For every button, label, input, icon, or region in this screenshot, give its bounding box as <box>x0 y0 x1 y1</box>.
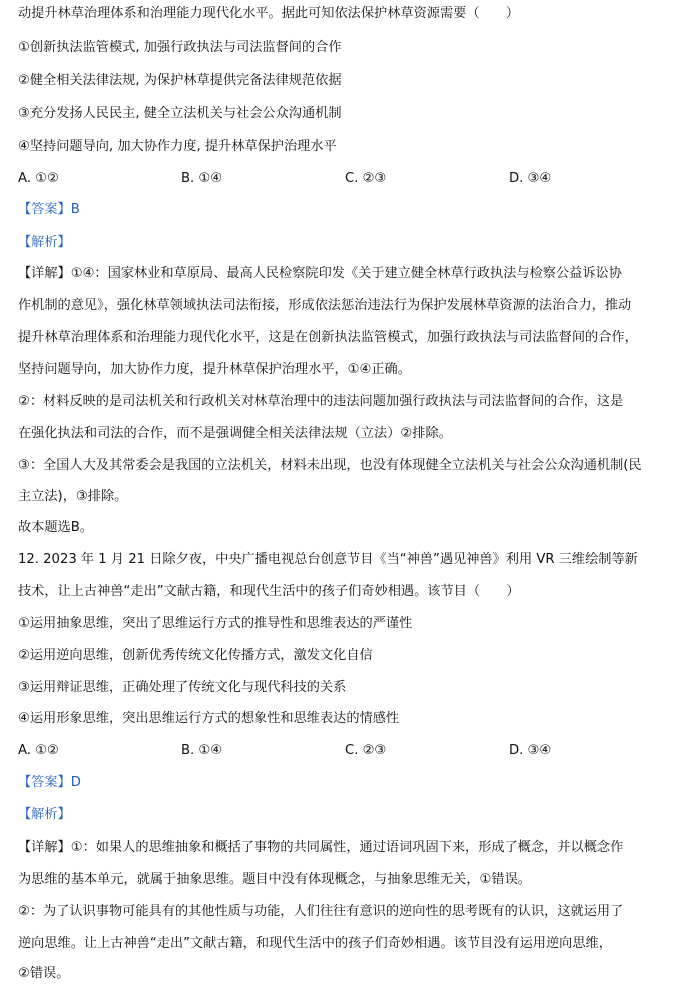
q11-detail-line-3: 提升林草治理体系和治理能力现代化水平，这是在创新执法监管模式，加强行政执法与司法监督间的合作， <box>18 330 638 345</box>
q12-detail-line-1: 【详解】①：如果人的思维抽象和概括了事物的共同属性，通过语词巩固下来，形成了概念，并以概念作 <box>18 840 624 855</box>
q11-stem-tail: 动提升林草治理体系和治理能力现代化水平。据此可知依法保护林草资源需要（ ） <box>18 6 520 21</box>
q12-item-1: ①运用抽象思维，突出了思维运行方式的推导性和思维表达的严谨性 <box>18 616 413 631</box>
q11-option-d: D. ③④ <box>509 171 552 186</box>
q12-stem-line-2: 技术，让上古神兽“走出”文献古籍，和现代生活中的孩子们奇妙相遇。该节目（ ） <box>18 584 520 599</box>
q11-item-1: ①创新执法监管模式, 加强行政执法与司法监督间的合作 <box>18 40 342 55</box>
q12-detail-line-3: ②：为了认识事物可能具有的其他性质与功能，人们往往有意识的逆向性的思考既有的认识，这就运用了 <box>18 904 624 919</box>
q12-item-3: ③运用辩证思维，正确处理了传统文化与现代科技的关系 <box>18 680 347 695</box>
q12-option-c: C. ②③ <box>345 743 387 758</box>
q11-item-3: ③充分发扬人民民主, 健全立法机关与社会公众沟通机制 <box>18 106 342 121</box>
q12-option-d: D. ③④ <box>509 743 552 758</box>
q11-option-a: A. ①② <box>18 171 59 186</box>
q11-detail-line-4: 坚持问题导向，加大协作力度，提升林草保护治理水平，①④正确。 <box>18 362 411 377</box>
q11-detail-line-2: 作机制的意见》，强化林草领域执法司法衔接，形成依法惩治违法行为保护发展林草资源的法治合力，推动 <box>18 298 632 313</box>
q11-item-2: ②健全相关法律法规, 为保护林草提供完备法律规范依据 <box>18 73 342 88</box>
q11-option-c: C. ②③ <box>345 171 387 186</box>
q11-detail-line-5: ②：材料反映的是司法机关和行政机关对林草治理中的违法问题加强行政执法与司法监督间的合作，这是 <box>18 394 624 409</box>
q11-answer: 【答案】B <box>18 202 80 217</box>
q11-detail-line-6: 在强化执法和司法的合作，而不是强调健全相关法律法规（立法）②排除。 <box>18 426 452 441</box>
q12-analysis-label: 【解析】 <box>18 807 71 822</box>
q12-item-4: ④运用形象思维，突出思维运行方式的想象性和思维表达的情感性 <box>18 711 400 726</box>
q11-conclusion: 故本题选B。 <box>18 520 93 535</box>
q12-item-2: ②运用逆向思维，创新优秀传统文化传播方式，激发文化自信 <box>18 648 373 663</box>
q12-stem-line-1: 12. 2023 年 1 月 21 日除夕夜，中央广播电视总台创意节目《当“神兽”遇见神兽》利用 VR 三维绘制等新 <box>18 552 638 567</box>
q12-option-a: A. ①② <box>18 743 59 758</box>
q12-option-b: B. ①④ <box>181 743 223 758</box>
q12-detail-line-2: 为思维的基本单元，就属于抽象思维。题目中没有体现概念，与抽象思维无关，①错误。 <box>18 872 531 887</box>
q11-detail-line-1: 【详解】①④：国家林业和草原局、最高人民检察院印发《关于建立健全林草行政执法与检察公益诉讼协 <box>18 266 622 281</box>
q11-item-4: ④坚持问题导向, 加大协作力度, 提升林草保护治理水平 <box>18 139 337 154</box>
q12-detail-line-5: ②错误。 <box>18 966 70 981</box>
q11-detail-line-8: 主立法)，③排除。 <box>18 489 128 504</box>
q11-option-b: B. ①④ <box>181 171 223 186</box>
q12-detail-line-4: 逆向思维。让上古神兽“走出”文献古籍，和现代生活中的孩子们奇妙相遇。该节目没有运用逆向思维， <box>18 936 612 951</box>
q12-answer: 【答案】D <box>18 775 81 790</box>
q11-analysis-label: 【解析】 <box>18 235 71 250</box>
q11-detail-line-7: ③：全国人大及其常委会是我国的立法机关，材料未出现，也没有体现健全立法机关与社会公众沟通机制(民 <box>18 458 642 473</box>
